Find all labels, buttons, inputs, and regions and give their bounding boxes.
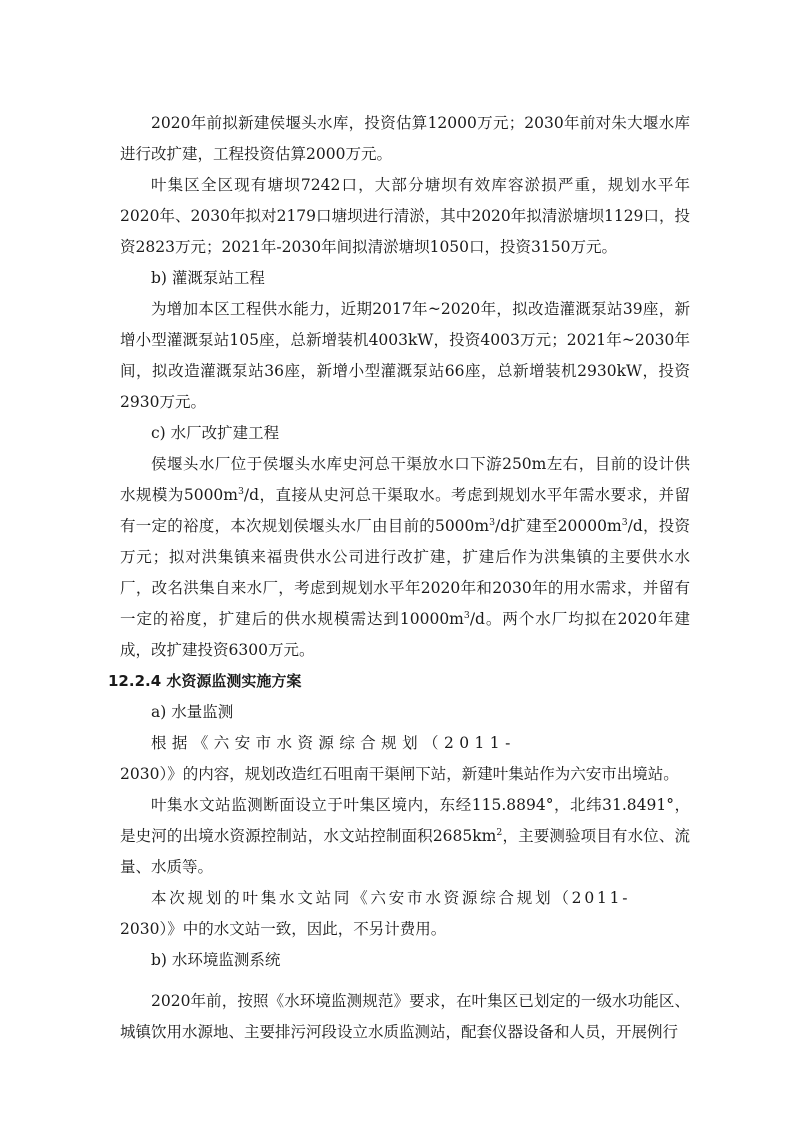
- paragraph-plan-line1: 根据《六安市水资源综合规划（2011-: [151, 734, 516, 752]
- subheading-water-quantity: a) 水量监测: [151, 703, 234, 721]
- paragraph-cost-line1: 本次规划的叶集水文站同《六安市水资源综合规划（2011-: [151, 889, 631, 907]
- text-run: /d，直接从史河总干渠取水。考虑到规划水平年需水要求，并留有一定的裕度，本次规划侯堰头水厂由目前的5000m: [120, 486, 690, 535]
- text-run: /d扩建至20000m: [495, 517, 622, 535]
- superscript: 2: [496, 826, 503, 838]
- text-run: 叶集水文站监测断面设立于叶集区境内，东经115.8894°，北纬31.8491°，是史河的出境水资源控制站，水文站控制面积2685km: [120, 796, 690, 845]
- subheading-water-environment: b) 水环境监测系统: [151, 951, 281, 969]
- paragraph-pump-stations: 为增加本区工程供水能力，近期2017年~2020年，拟改造灌溉泵站39座，新增小型灌溉泵站105座，总新增装机4003kW，投资4003万元；2021年~2030年间，拟改造灌溉泵站36座，新增小型灌溉泵站66座，总新增装机2930kW，投资2930万元。: [120, 300, 690, 411]
- paragraph-cost-line2: 2030）》中的水文站一致，因此，不另计费用。: [120, 920, 447, 938]
- superscript: 3: [489, 516, 496, 528]
- subheading-pump-stations: b) 灌溉泵站工程: [151, 269, 265, 287]
- text-run: /d。两个水厂均拟在2020年建成，改扩建投资6300万元。: [120, 610, 690, 659]
- text-run: 侯堰头水厂位于侯堰头水库史河总干渠放水口下游250m左右，目前的设计供水规模为5000m: [120, 455, 690, 504]
- spacer: [120, 976, 690, 986]
- superscript: 3: [463, 609, 470, 621]
- paragraph-plan-line2: 2030）》的内容，规划改造红石咀南干渠闸下站，新建叶集站作为六安市出境站。: [120, 765, 679, 783]
- paragraph-waterworks: [120, 449, 690, 666]
- paragraph-station: [120, 790, 690, 883]
- paragraph-ponds: 叶集区全区现有塘坝7242口，大部分塘坝有效库容淤损严重，规划水平年2020年、2030年拟对2179口塘坝进行清淤，其中2020年拟清淤塘坝1129口，投资2823万元；2021年-2030年间拟清淤塘坝1050口，投资3150万元。: [120, 176, 690, 256]
- document-page: [108, 108, 690, 1048]
- text-run: ，主要测验项目有水位、流量、水质等。: [120, 827, 690, 876]
- paragraph-monitoring: 2020年前，按照《水环境监测规范》要求，在叶集区已划定的一级水功能区、城镇饮用水源地、主要排污河段设立水质监测站，配套仪器设备和人员，开展例行: [120, 992, 690, 1041]
- paragraph-reservoir: 2020年前拟新建侯堰头水库，投资估算12000万元；2030年前对朱大堰水库进行改扩建，工程投资估算2000万元。: [120, 114, 690, 163]
- superscript: 3: [621, 516, 628, 528]
- superscript: 3: [238, 485, 244, 497]
- text-run: /d，投资万元；拟对洪集镇来福贵供水公司进行改扩建，扩建后作为洪集镇的主要供水水厂，改名洪集自来水厂，考虑到规划水平年2020年和2030年的用水需求，并留有一定的裕度，扩建后的供水规模需达到10000m: [120, 517, 690, 628]
- subheading-waterworks: c) 水厂改扩建工程: [151, 424, 280, 442]
- section-heading: 12.2.4 水资源监测实施方案: [108, 672, 302, 690]
